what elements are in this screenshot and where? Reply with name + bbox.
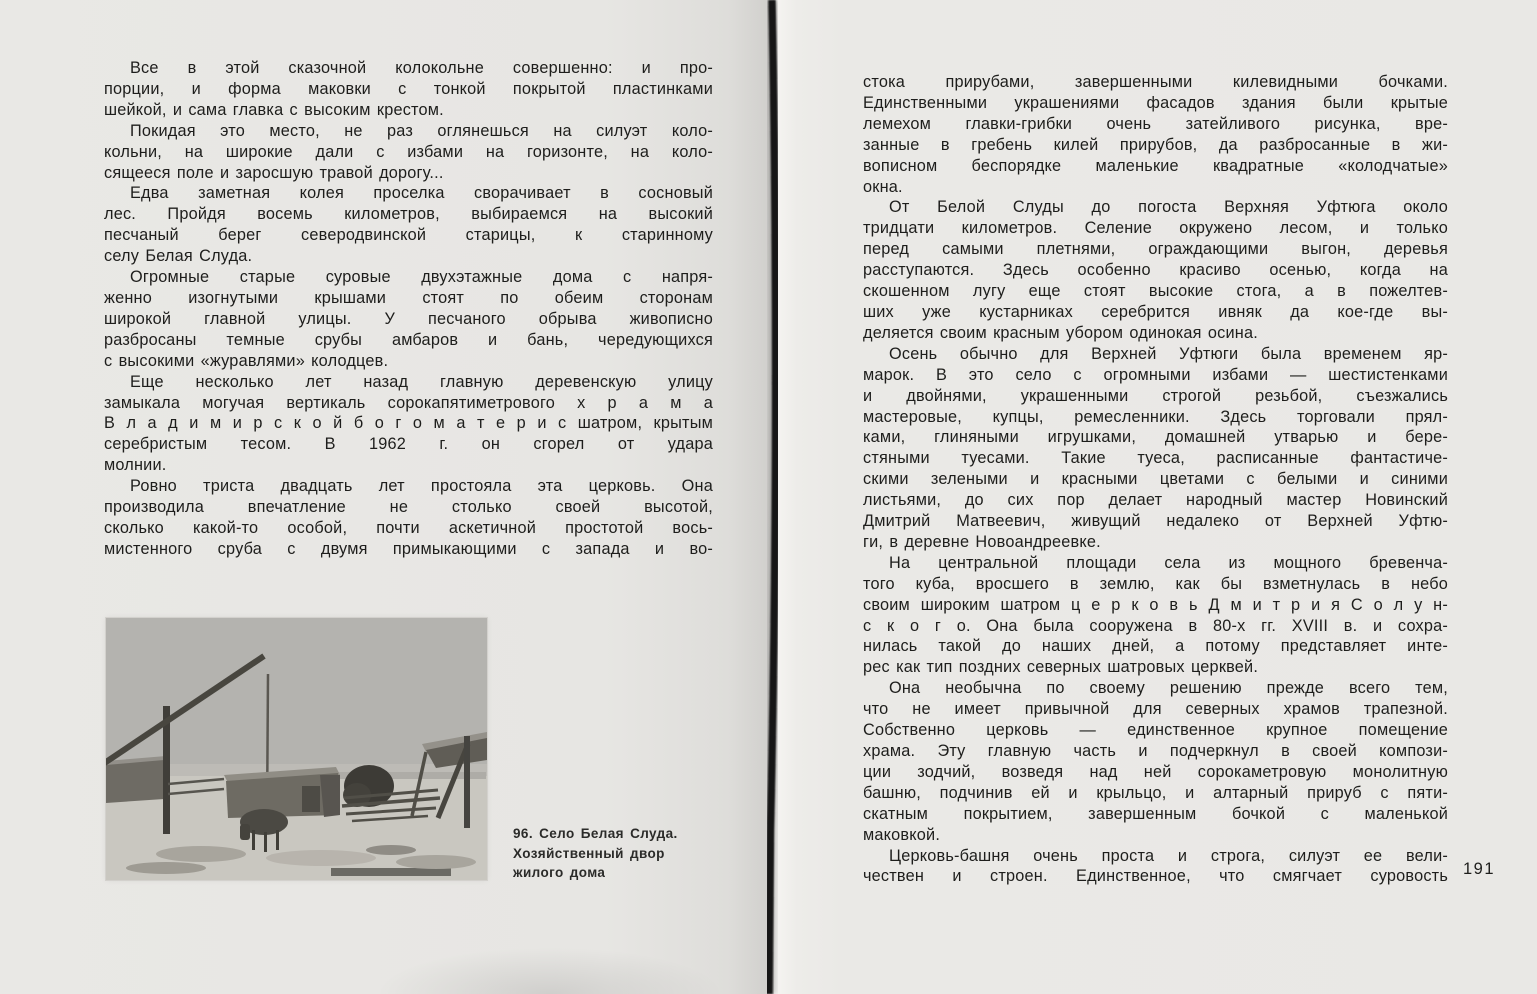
right-text-column bbox=[863, 72, 1448, 887]
text-line: Огромные старые суровые двухэтажные дома с напря- bbox=[130, 268, 713, 287]
text-line: стяными туесами. Такие туеса, расписанные фантастиче- bbox=[863, 449, 1448, 468]
paragraph bbox=[104, 183, 713, 267]
text-line: Покидая это место, не раз оглянешься на силуэт коло- bbox=[130, 121, 713, 140]
paragraph bbox=[104, 476, 713, 560]
paragraph bbox=[863, 846, 1448, 888]
text-line: и двойнями, украшенными строгой резьбой, съезжались bbox=[863, 386, 1448, 405]
text-line: нилась такой до наших дней, а потому представляет инте- bbox=[863, 637, 1448, 656]
paragraph bbox=[104, 372, 713, 477]
text-line: Она необычна по своему решению прежде всего тем, bbox=[889, 679, 1448, 698]
text-line: разбросаны темные срубы амбаров и бань, чередующихся bbox=[104, 330, 713, 349]
text-line: листьями, до сих пор делает народный мастер Новинский bbox=[863, 491, 1448, 510]
text-line: молнии. bbox=[104, 456, 167, 475]
text-line: расступаются. Здесь особенно красиво осенью, когда на bbox=[863, 261, 1448, 280]
text-line: скими зелеными и красными цветами с белыми и синими bbox=[863, 470, 1448, 489]
text-line: деляется своим красным убором одинокая осина. bbox=[863, 323, 1258, 342]
left-text-column bbox=[104, 58, 713, 560]
text-line: вописном беспорядке маленькие квадратные «колодчатые» bbox=[863, 156, 1448, 175]
text-line: стока прирубами, завершенными килевидными бочками. bbox=[863, 73, 1448, 91]
text-line: Все в этой сказочной колокольне совершенно: и про- bbox=[130, 59, 713, 77]
text-line: башню, подчинив ей и крыльцо, и алтарный прируб с пяти- bbox=[863, 783, 1448, 802]
text-line: лес. Пройдя восемь километров, выбираемся на высокий bbox=[104, 205, 713, 224]
text-line: Дмитрий Матвеевич, живущий недалеко от Верхней Уфтю- bbox=[863, 512, 1448, 531]
text-line: что не имеет привычной для северных храмов трапезной. bbox=[863, 700, 1448, 719]
text-line: сколько какой-то особой, почти аскетичной простотой вось- bbox=[104, 518, 713, 537]
text-line: скошенном лугу еще стоят высокие стога, а в пожелтев- bbox=[863, 282, 1448, 301]
text-line: своим широким шатром ц е р к о в ь Д м и т р и я С о л у н- bbox=[863, 595, 1448, 614]
text-line: лемехом главки-грибки очень затейливого рисунка, вре- bbox=[863, 114, 1448, 133]
text-line: ги, в деревне Новоандреевке. bbox=[863, 532, 1101, 551]
text-line: маковкой. bbox=[863, 825, 941, 844]
text-line: селу Белая Слуда. bbox=[104, 247, 253, 266]
text-line: замыкала могучая вертикаль сорокапятиметрового х р а м а bbox=[104, 393, 713, 412]
text-line: скатным покрытием, завершенным бочкой с маленькой bbox=[863, 804, 1448, 823]
scan-shadow bbox=[380, 948, 720, 994]
text-line: тридцати километров. Селение окружено лесом, и только bbox=[863, 219, 1448, 238]
text-line: Ровно триста двадцать лет простояла эта церковь. Она bbox=[130, 477, 713, 496]
paragraph bbox=[863, 197, 1448, 343]
text-line: кольни, на широкие дали с избами на горизонте, на коло- bbox=[104, 142, 713, 161]
text-line: В л а д и м и р с к о й б о г о м а т е р и с шатром, крытым bbox=[104, 414, 713, 433]
paragraph bbox=[104, 58, 713, 121]
farmyard-photo bbox=[106, 618, 487, 880]
text-line: Единственными украшениями фасадов здания были крытые bbox=[863, 93, 1448, 112]
caption-line: Хозяйственный двор bbox=[513, 845, 665, 861]
paragraph bbox=[863, 553, 1448, 678]
text-line: сящееся поле и заросшую травой дорогу... bbox=[104, 163, 444, 182]
text-line: серебристым тесом. В 1962 г. он сгорел от удара bbox=[104, 435, 713, 454]
photo-caption bbox=[513, 824, 723, 883]
text-line: широкой главной улицы. У песчаного обрыва живописно bbox=[104, 309, 713, 328]
text-line: Собственно церковь — единственное крупное помещение bbox=[863, 721, 1448, 740]
text-line: чествен и строен. Единственное, что смягчает суровость bbox=[863, 867, 1448, 886]
text-line: Едва заметная колея проселка сворачивает в сосновый bbox=[130, 184, 713, 203]
text-line: занные в гребень килей прирубов, да разбросанные в жи- bbox=[863, 135, 1448, 154]
paragraph bbox=[863, 72, 1448, 197]
text-line: храма. Эту главную часть и подчеркнул в своей компози- bbox=[863, 742, 1448, 760]
barn-door bbox=[302, 786, 320, 812]
text-line: с к о г о. Она была сооружена в 80-х гг. XVIII в. и сохра- bbox=[863, 616, 1448, 635]
text-line: окна. bbox=[863, 177, 903, 196]
text-line: с высокими «журавлями» колодцев. bbox=[104, 351, 389, 370]
caption-line: 96. Село Белая Слуда. bbox=[513, 826, 678, 841]
text-line: женно изогнутыми крышами стоят по обеим сторонам bbox=[104, 288, 713, 307]
paragraph bbox=[104, 267, 713, 372]
text-line: Еще несколько лет назад главную деревенскую улицу bbox=[130, 372, 713, 391]
text-line: рес как тип поздних северных шатровых церквей. bbox=[863, 658, 1259, 677]
text-line: ших уже кустарниках серебрится ивняк да кое-где вы- bbox=[863, 302, 1448, 321]
photo-figure bbox=[106, 618, 487, 880]
text-line: мастеровые, купцы, ремесленники. Здесь торговали прял- bbox=[863, 407, 1448, 426]
text-line: ции зодчий, возведя над ней сорокаметровую монолитную bbox=[863, 762, 1448, 781]
text-line: мистенного сруба с двумя примыкающими с запада и во- bbox=[104, 539, 713, 558]
text-line: перед самыми плетнями, ограждающими выгон, деревья bbox=[863, 240, 1448, 259]
left-house bbox=[106, 760, 164, 803]
text-line: На центральной площади села из мощного бревенча- bbox=[889, 553, 1448, 572]
page-number: 191 bbox=[1463, 860, 1496, 878]
text-line: шейкой, и сама главка с высоким крестом. bbox=[104, 100, 444, 119]
text-line: Церковь-башня очень проста и строга, силуэт ее вели- bbox=[889, 846, 1448, 865]
text-line: того куба, вросшего в землю, как бы взметнулась в небо bbox=[863, 574, 1448, 593]
caption-line: жилого дома bbox=[513, 865, 606, 880]
text-line: песчаный берег северодвинской старицы, к старинному bbox=[104, 226, 713, 245]
text-line: От Белой Слуды до погоста Верхняя Уфтюга около bbox=[889, 198, 1448, 217]
paragraph bbox=[863, 344, 1448, 553]
text-line: марок. В это село с огромными избами — шестистенками bbox=[863, 365, 1448, 384]
text-line: порции, и форма маковки с тонкой покрытой пластинками bbox=[104, 79, 713, 98]
paragraph bbox=[863, 678, 1448, 845]
paragraph bbox=[104, 121, 713, 184]
text-line: ками, глиняными игрушками, домашней утварью и бере- bbox=[863, 428, 1448, 447]
text-line: Осень обычно для Верхней Уфтюги была временем яр- bbox=[889, 344, 1448, 363]
text-line: производила впечатление не столько своей высотой, bbox=[104, 498, 713, 517]
